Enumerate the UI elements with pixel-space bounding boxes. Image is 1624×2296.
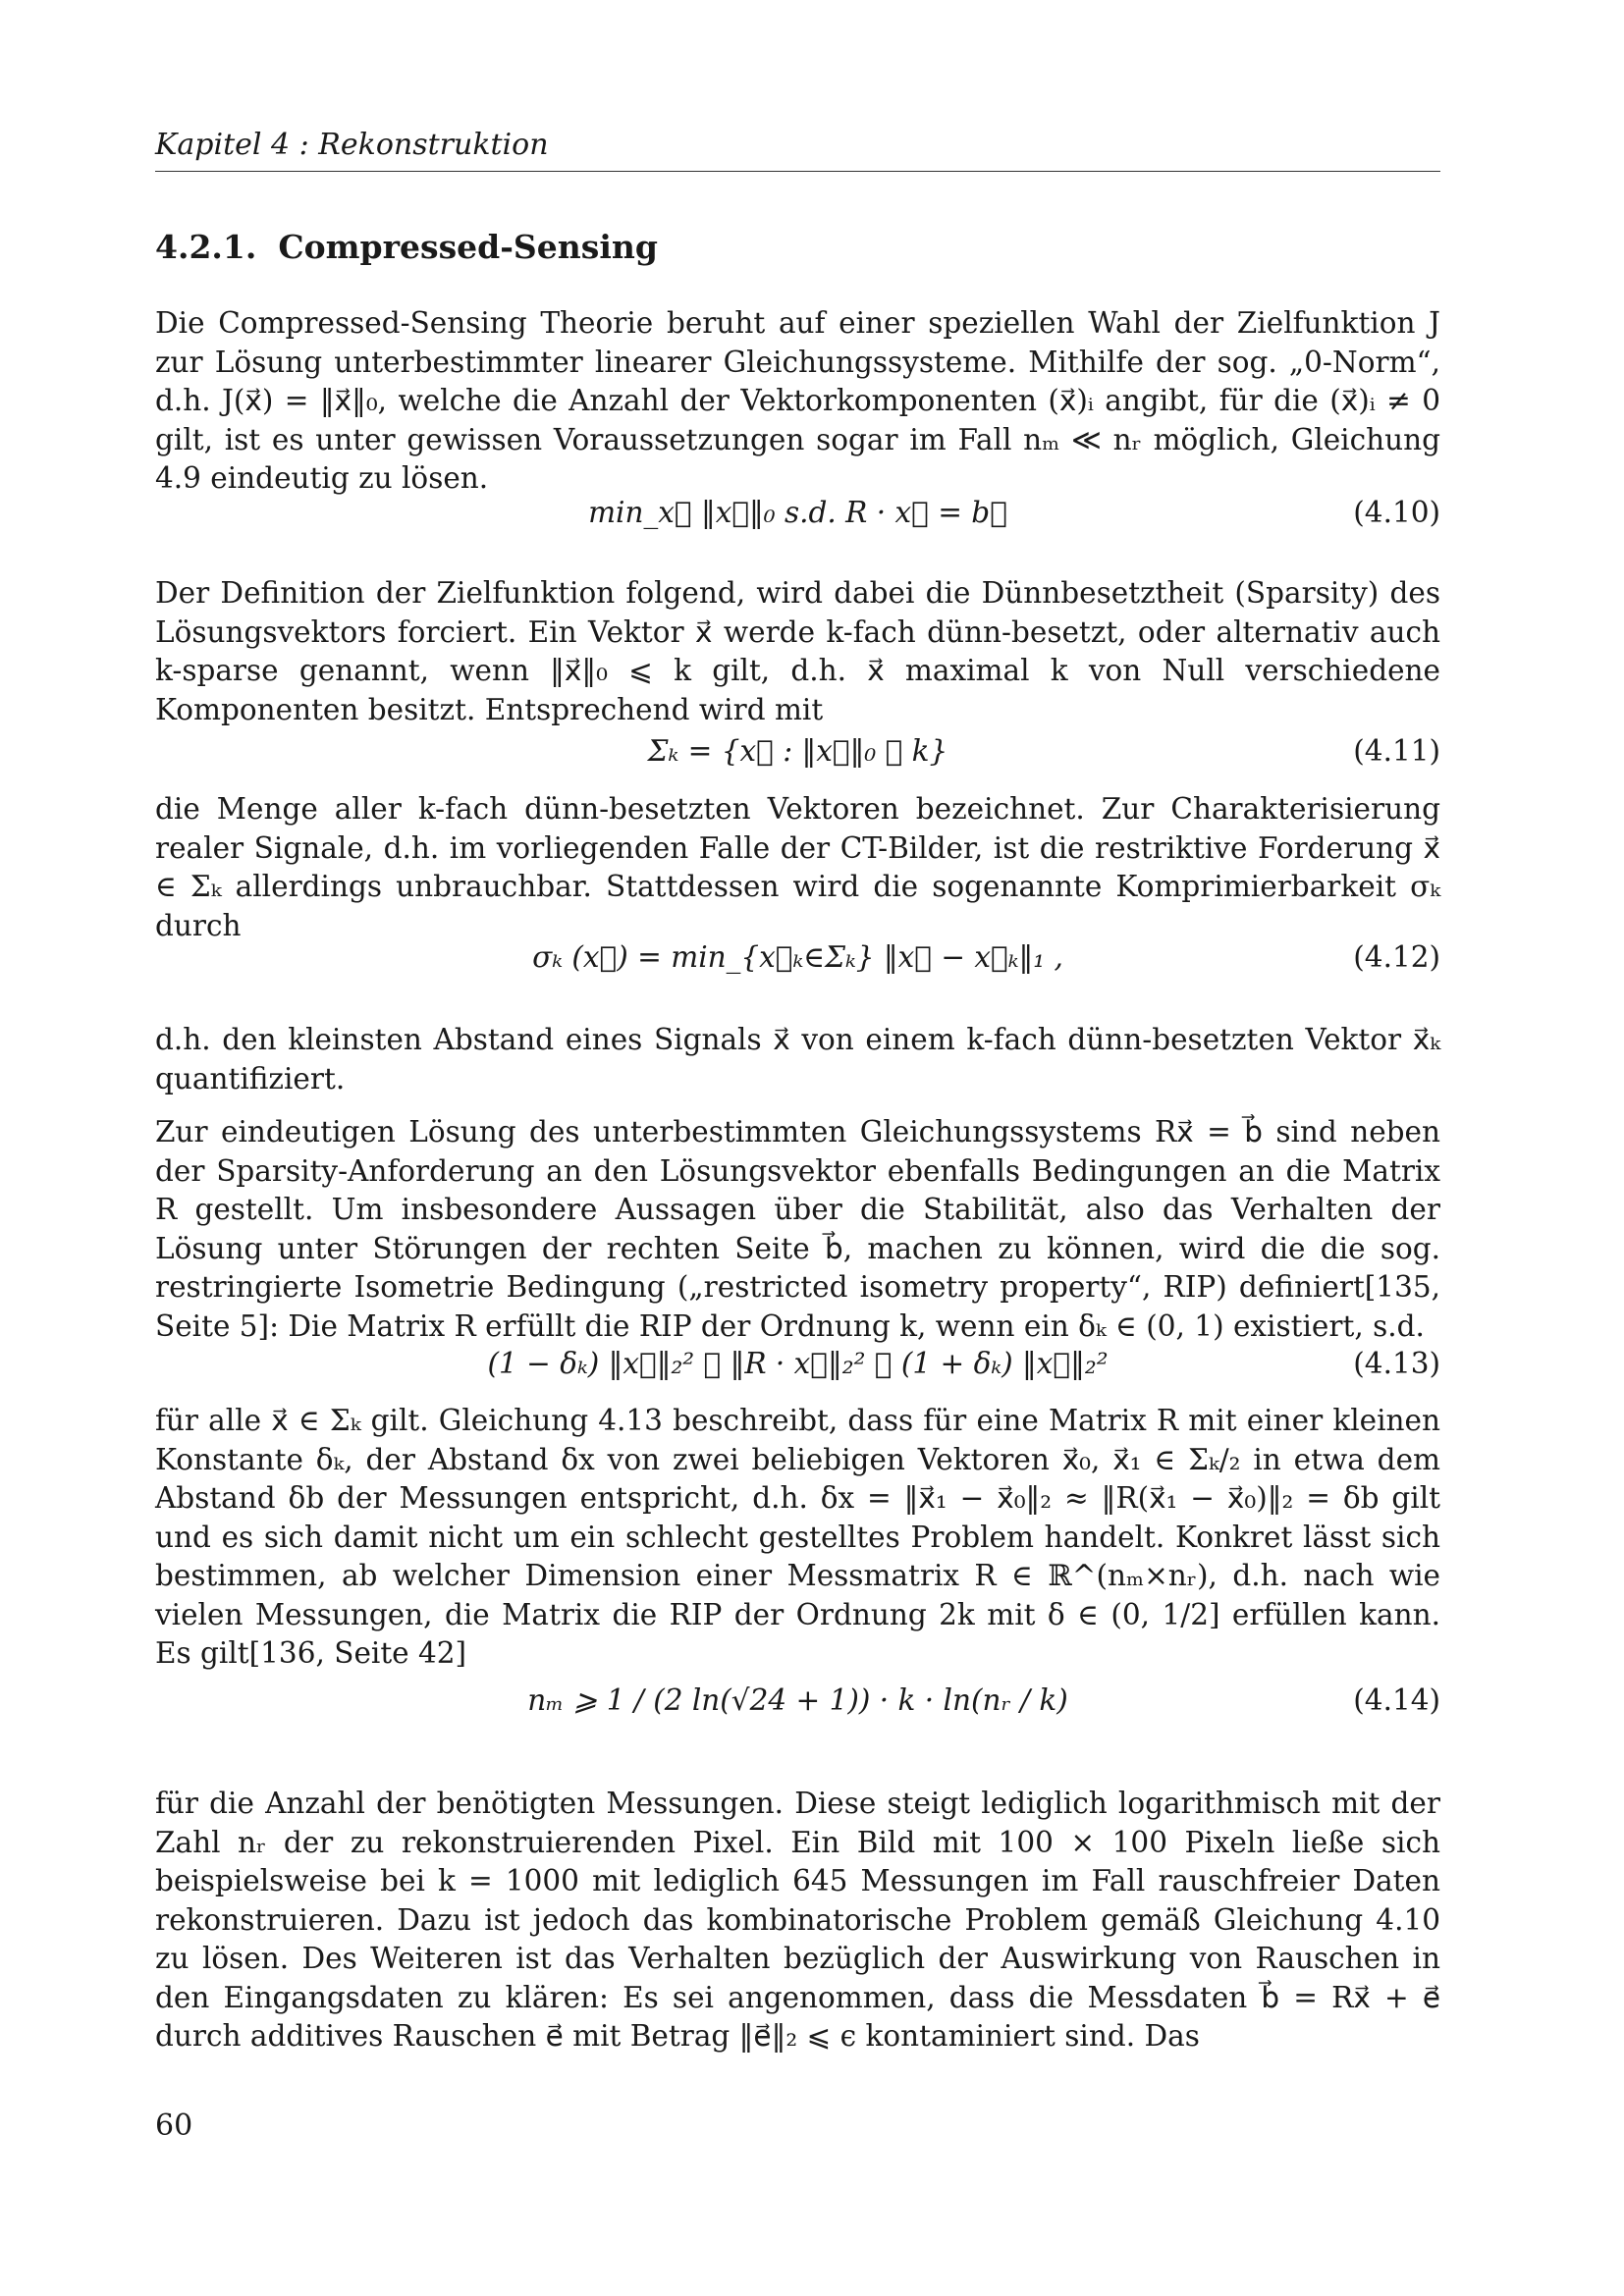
section-title-text: Compressed-Sensing [278,228,658,266]
paragraph-distance: d.h. den kleinsten Abstand eines Signals x⃗ von einem k-fach dünn-besetzten Vektor x⃗ₖ quantifiziert. [155,1023,1440,1095]
running-header [155,126,1440,172]
equation-body: σₖ (x⃗) = min_{x⃗ₖ∈Σₖ} ‖x⃗ − x⃗ₖ‖₁ , [532,940,1063,974]
equation-label: (4.11) [1353,734,1440,768]
equation-4-12 [155,940,1440,989]
equation-label: (4.12) [1353,940,1440,974]
paragraph-rip: Zur eindeutigen Lösung des unterbestimmten Gleichungssystems Rx⃗ = b⃗ sind neben der Sparsity-Anforderung an den Lösungsvektor ebenfalls Bedingungen an die Matrix R gestellt. Um insbesondere Aussagen über die Stabilität, also das Verhalten der Lösung unter Störungen der rechten Seite b⃗, machen zu können, wird die die sog. restringierte Isometrie Bedingung („restricted isometry property“, RIP) definiert[135, Seite 5]: Die Matrix R erfüllt die RIP der Ordnung k, wenn ein δₖ ∈ (0, 1) existiert, s.d. [155,1115,1440,1343]
equation-4-14 [155,1683,1440,1733]
paragraph-sparsity: Der Definition der Zielfunktion folgend, wird dabei die Dünnbesetztheit (Sparsity) des Lösungsvektors forciert. Ein Vektor x⃗ werde k-fach dünn-besetzt, oder alternativ auch k-sparse genannt, wenn ‖x⃗‖₀ ⩽ k gilt, d.h. x⃗ maximal k von Null verschiedene Komponenten besitzt. Entsprechend wird mit [155,576,1440,726]
equation-body: nₘ ⩾ 1 / (2 ln(√24 + 1)) · k · ln(nᵣ / k) [527,1683,1068,1717]
equation-4-10 [155,496,1440,545]
equation-4-11 [155,734,1440,783]
section-number: 4.2.1. [155,228,257,266]
equation-label: (4.13) [1353,1347,1440,1380]
equation-body: min_x⃗ ‖x⃗‖₀ s.d. R · x⃗ = b⃗ [588,496,1007,529]
equation-label: (4.14) [1353,1683,1440,1717]
equation-body: (1 − δₖ) ‖x⃗‖₂² ⩽ ‖R · x⃗‖₂² ⩽ (1 + δₖ) ‖x⃗‖₂² [487,1347,1109,1380]
paragraph-stability: für alle x⃗ ∈ Σₖ gilt. Gleichung 4.13 beschreibt, dass für eine Matrix R mit einer kleinen Konstante δₖ, der Abstand δx von zwei beliebigen Vektoren x⃗₀, x⃗₁ ∈ Σₖ/₂ in etwa dem Abstand δb der Messungen entspricht, d.h. δx = ‖x⃗₁ − x⃗₀‖₂ ≈ ‖R(x⃗₁ − x⃗₀)‖₂ = δb gilt und es sich damit nicht um ein schlecht gestelltes Problem handelt. Konkret lässt sich bestimmen, ab welcher Dimension einer Messmatrix R ∈ ℝ^(nₘ×nᵣ), d.h. nach wie vielen Messungen, die Matrix die RIP der Ordnung 2k mit δ ∈ (0, 1/2] erfüllen kann. Es gilt[136, Seite 42] [155,1404,1440,1670]
paragraph-intro: Die Compressed-Sensing Theorie beruht auf einer speziellen Wahl der Zielfunktion J zur Lösung unterbestimmter linearer Gleichungssysteme. Mithilfe der sog. „0-Norm“, d.h. J(x⃗) = ‖x⃗‖₀, welche die Anzahl der Vektorkomponenten (x⃗)ᵢ angibt, für die (x⃗)ᵢ ≠ 0 gilt, ist es unter gewissen Voraussetzungen sogar im Fall nₘ ≪ nᵣ möglich, Gleichung 4.9 eindeutig zu lösen. [155,306,1440,495]
equation-label: (4.10) [1353,496,1440,529]
section-heading [155,228,658,266]
equation-4-13 [155,1347,1440,1396]
paragraph-compressibility: die Menge aller k-fach dünn-besetzten Vektoren bezeichnet. Zur Charakterisierung realer Signale, d.h. im vorliegenden Falle der CT-Bilder, ist die restriktive Forderung x⃗ ∈ Σₖ allerdings unbrauchbar. Stattdessen wird die sogenannte Komprimierbarkeit σₖ durch [155,792,1440,942]
equation-body: Σₖ = {x⃗ : ‖x⃗‖₀ ⩽ k} [647,734,948,768]
chapter-title: Kapitel 4 : Rekonstruktion [155,128,549,162]
page-number: 60 [155,2109,193,2143]
paragraph-measurements: für die Anzahl der benötigten Messungen. Diese steigt lediglich logarithmisch mit der Zahl nᵣ der zu rekonstruierenden Pixel. Ein Bild mit 100 × 100 Pixeln ließe sich beispielsweise bei k = 1000 mit lediglich 645 Messungen im Fall rauschfreier Daten rekonstruieren. Dazu ist jedoch das kombinatorische Problem gemäß Gleichung 4.10 zu lösen. Des Weiteren ist das Verhalten bezüglich der Auswirkung von Rauschen in den Eingangsdaten zu klären: Es sei angenommen, dass die Messdaten b⃗ = Rx⃗ + e⃗ durch additives Rauschen e⃗ mit Betrag ‖e⃗‖₂ ⩽ ϵ kontaminiert sind. Das [155,1787,1440,2053]
